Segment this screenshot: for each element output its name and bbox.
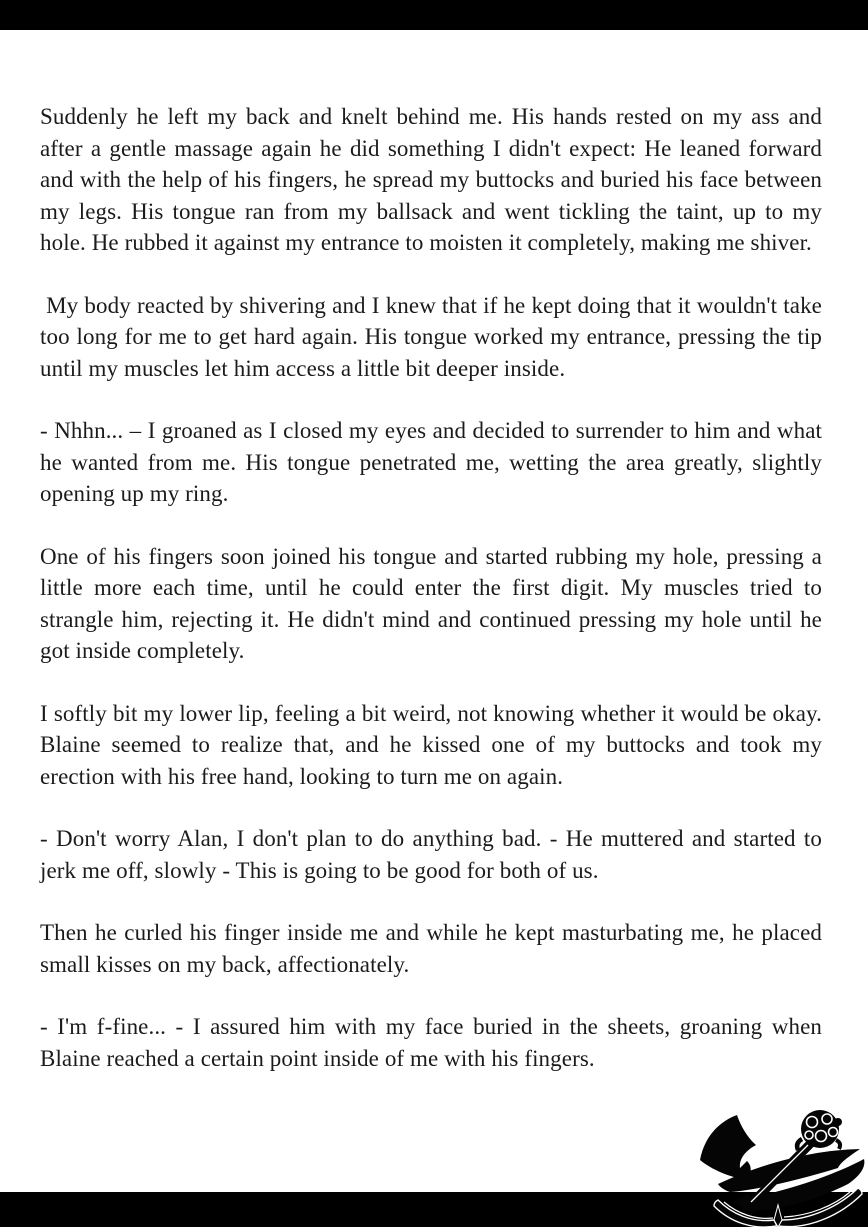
page-text-block xyxy=(40,30,822,1105)
paragraph: Then he curled his finger inside me and while he kept masturbating me, he placed small kisses on my back, affectionately. xyxy=(40,920,822,977)
top-black-bar xyxy=(0,0,868,30)
paragraph: I softly bit my lower lip, feeling a bit weird, not knowing whether it would be okay. Blaine seemed to realize that, and he kissed one of my buttocks and took my erection with his free hand, looking to turn me on again. xyxy=(40,700,822,789)
paragraph: - I'm f-fine... - I assured him with my face buried in the sheets, groaning when Blaine reached a certain point inside of me with his fingers. xyxy=(40,1014,822,1071)
flying-page-icon xyxy=(700,1115,756,1180)
open-book-key-logo xyxy=(690,1102,868,1227)
paragraph: Suddenly he left my back and knelt behind me. His hands rested on my ass and after a gentle massage again he did something I didn't expect: He leaned forward and with the help of his fingers, he spread my buttocks and buried his face between my legs. His tongue ran from my ballsack and went tickling the taint, up to my hole. He rubbed it against my entrance to moisten it completely, making me shiver. xyxy=(40,104,822,255)
paragraph: One of his fingers soon joined his tongue and started rubbing my hole, pressing a little more each time, until he could enter the first digit. My muscles tried to strangle him, rejecting it. He didn't mind and continued pressing my hole until he got inside completely. xyxy=(40,543,822,663)
paragraph: My body reacted by shivering and I knew that if he kept doing that it wouldn't take too long for me to get hard again. His tongue worked my entrance, pressing the tip until my muscles let him access a little bit deeper inside. xyxy=(40,292,822,381)
paragraph: - Don't worry Alan, I don't plan to do anything bad. - He muttered and started to jerk me off, slowly - This is going to be good for both of us. xyxy=(40,826,822,883)
paragraph: - Nhhn... – I groaned as I closed my eyes and decided to surrender to him and what he wanted from me. His tongue penetrated me, wetting the area greatly, slightly opening up my ring. xyxy=(40,418,822,506)
